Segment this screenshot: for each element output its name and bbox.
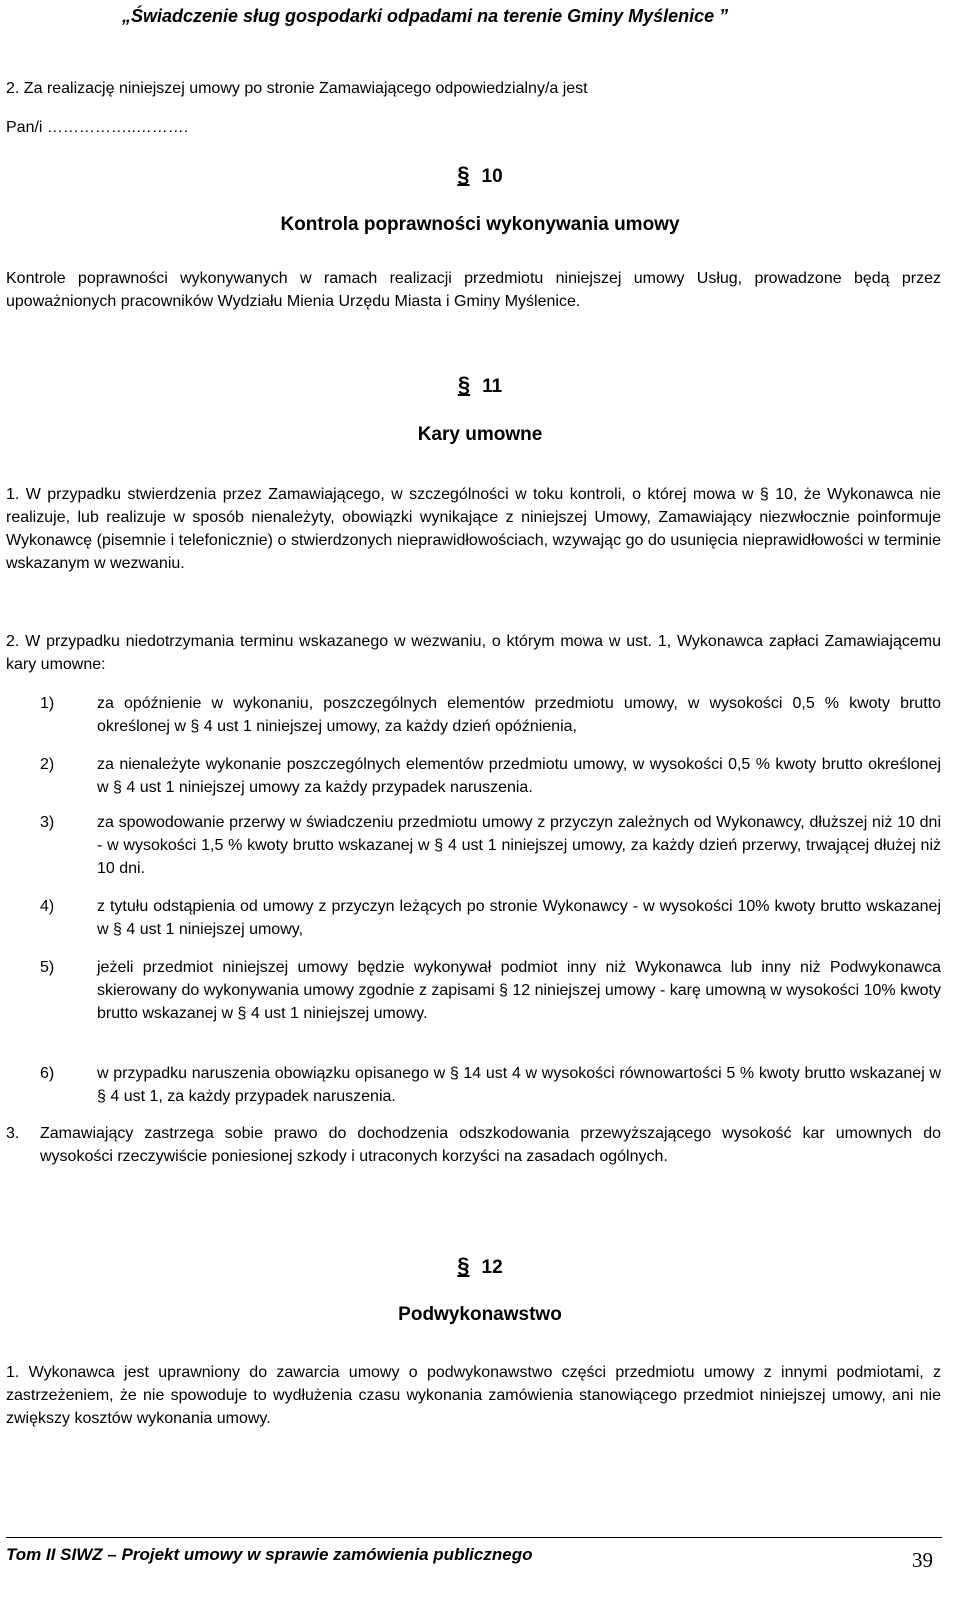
section-10-text: Kontrole poprawności wykonywanych w ramach realizacji przedmiotu niniejszej umowy Usług, prowadzone będą przez upoważnionych pracowników Wydziału Mienia Urzędu Miasta i Gminy Myślenice.	[6, 270, 941, 310]
list-number: 3)	[40, 814, 55, 831]
list-number: 3.	[6, 1125, 20, 1142]
section-11-title: Kary umowne	[417, 424, 543, 445]
list-number: 6)	[40, 1065, 55, 1082]
list-text: jeżeli przedmiot niniejszej umowy będzie wykonywał podmiot inny niż Wykonawca lub inny niż Podwykonawca skierowany do wykonywania umowy zgodnie z zapisami § 12 niniejszej umowy - karę umowną w wysokości 10% kwoty brutto wskazanej w § 4 ust 1 niniejszej umowy.	[97, 959, 941, 1022]
section-11-heading	[0, 372, 960, 398]
section-number: 12	[481, 1257, 503, 1278]
list-text: Zamawiający zastrzega sobie prawo do dochodzenia odszkodowania przewyższającego wysokość kar umownych do wysokości rzeczywiście poniesionej szkody i utraconych korzyści na zasadach ogólnych.	[40, 1125, 941, 1165]
penalty-item-1	[40, 692, 941, 738]
list-number: 4)	[40, 898, 55, 915]
section-10-title: Kontrola poprawności wykonywania umowy	[280, 214, 680, 235]
intro-pani: Pan/i ……………..……….	[6, 119, 189, 136]
penalty-item-2	[40, 753, 941, 799]
paragraph-sign: §	[457, 162, 470, 187]
penalty-item-5	[40, 956, 941, 1025]
page-number: 39	[912, 1548, 933, 1572]
list-text: w przypadku naruszenia obowiązku opisanego w § 14 ust 4 w wysokości równowartości 5 % kwoty brutto wskazanej w § 4 ust 1, za każdy przypadek naruszenia.	[97, 1065, 941, 1105]
footer-rule	[6, 1537, 942, 1538]
list-text: z tytułu odstąpienia od umowy z przyczyn leżących po stronie Wykonawcy - w wysokości 10% kwoty brutto wskazanej w § 4 ust 1 niniejszej umowy,	[97, 898, 941, 938]
list-number: 2)	[40, 756, 55, 773]
section-12-heading	[0, 1253, 960, 1279]
intro-item-2: 2. Za realizację niniejszej umowy po stronie Zamawiającego odpowiedzialny/a jest	[6, 80, 588, 97]
paragraph-sign: §	[457, 372, 471, 397]
penalty-item-6	[40, 1062, 941, 1108]
list-number: 1)	[40, 695, 55, 712]
section-number: 11	[482, 376, 503, 397]
section-number: 10	[481, 166, 503, 187]
list-text: za nienależyte wykonanie poszczególnych elementów przedmiotu umowy, w wysokości 0,5 % kwoty brutto określonej w § 4 ust 1 niniejszej umowy za każdy przypadek naruszenia.	[97, 756, 941, 796]
penalty-item-4	[40, 895, 941, 941]
penalty-item-3	[40, 811, 941, 880]
paragraph-sign: §	[457, 1253, 470, 1278]
section-12-title: Podwykonawstwo	[398, 1304, 562, 1325]
section-12-paragraph-1: 1. Wykonawca jest uprawniony do zawarcia umowy o podwykonawstwo części przedmiotu umowy z innymi podmiotami, z zastrzeżeniem, że nie spowoduje to wydłużenia czasu wykonania zamówienia stanowiącego przedmiot niniejszej umowy, ani nie zwiększy kosztów wykonania umowy.	[6, 1364, 941, 1427]
section-10-heading	[0, 162, 960, 188]
section-11-paragraph-3	[6, 1122, 941, 1168]
list-number: 5)	[40, 959, 55, 976]
document-header-title: „Świadczenie sług gospodarki odpadami na terenie Gminy Myślenice ”	[122, 6, 729, 26]
list-text: za opóźnienie w wykonaniu, poszczególnych elementów przedmiotu umowy, w wysokości 0,5 % kwoty brutto określonej w § 4 ust 1 niniejszej umowy, za każdy dzień opóźnienia,	[97, 695, 941, 735]
list-text: za spowodowanie przerwy w świadczeniu przedmiotu umowy z przyczyn zależnych od Wykonawcy, dłuższej niż 10 dni - w wysokości 1,5 % kwoty brutto wskazanej w § 4 ust 1 niniejszej umowy, za każdy dzień przerwy, trwającej dłużej niż 10 dni.	[97, 814, 941, 877]
section-11-paragraph-2: 2. W przypadku niedotrzymania terminu wskazanego w wezwaniu, o którym mowa w ust. 1, Wykonawca zapłaci Zamawiającemu kary umowne:	[6, 633, 941, 673]
footer-text: Tom II SIWZ – Projekt umowy w sprawie zamówienia publicznego	[6, 1545, 533, 1564]
section-11-paragraph-1: 1. W przypadku stwierdzenia przez Zamawiającego, w szczególności w toku kontroli, o której mowa w § 10, że Wykonawca nie realizuje, lub realizuje w sposób nienależyty, obowiązki wynikające z niniejszej Umowy, Zamawiający niezwłocznie poinformuje Wykonawcę (pisemnie i telefonicznie) o stwierdzonych nieprawidłowościach, wzywając go do usunięcia nieprawidłowości w terminie wskazanym w wezwaniu.	[6, 486, 941, 572]
